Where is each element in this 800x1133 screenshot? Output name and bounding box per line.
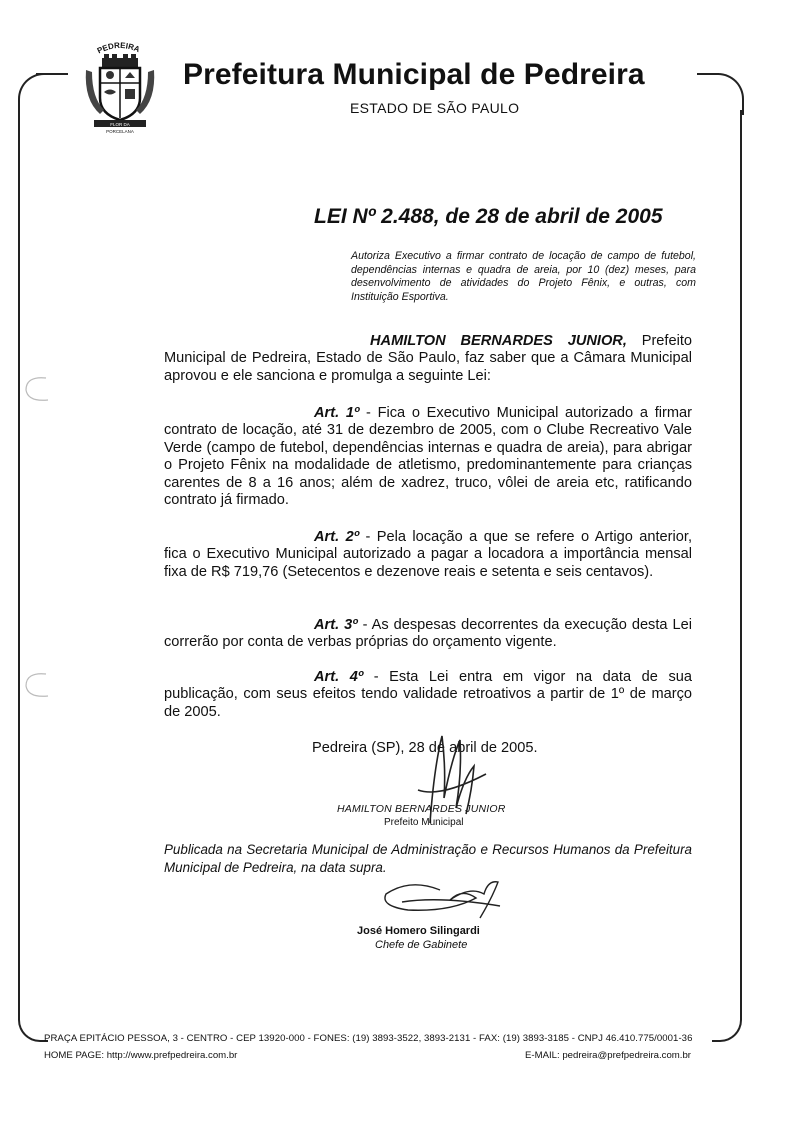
- footer-email: E-MAIL: pedreira@prefpedreira.com.br: [525, 1050, 691, 1061]
- article-4-paragraph: [164, 669, 692, 721]
- svg-text:FLOR DA: FLOR DA: [110, 122, 130, 127]
- publication-note: Publicada na Secretaria Municipal de Administração e Recursos Humanos da Prefeitura Municipal de Pedreira, na data supra.: [164, 842, 692, 875]
- article-2-text: - Pela locação a que se refere o Artigo anterior, fica o Executivo Municipal autorizado a pagar a locadora a importância mensal fixa de R$ 719,76 (Setecentos e dezenove reais e setenta e seis centavos).: [164, 529, 692, 580]
- punch-hole-mark: [20, 372, 54, 406]
- preamble-paragraph: [164, 333, 692, 385]
- mayor-name-inline: HAMILTON BERNARDES JUNIOR,: [370, 333, 627, 349]
- preamble-text: Prefeito Municipal de Pedreira, Estado de São Paulo, faz saber que a Câmara Municipal aprovou e ele sanciona e promulga a seguinte Lei:: [164, 333, 692, 384]
- article-4-text: - Esta Lei entra em vigor na data de sua publicação, com seus efeitos tendo validade retroativos a partir de 1º de março de 2005.: [164, 669, 692, 720]
- coat-of-arms-logo: [80, 40, 160, 135]
- footer-home-page: HOME PAGE: http://www.prefpedreira.com.br: [44, 1050, 238, 1061]
- article-1-text: - Fica o Executivo Municipal autorizado a firmar contrato de locação, até 31 de dezembro de 2005, com o Clube Recreativo Vale Verde (campo de futebol, dependências internas e quadra de areia), para abrigar o Projeto Fênix na modalidade de atletismo, predominantemente para crianças carentes de 8 a 16 anos; além de xadrez, truco, vôlei de areia etc, ratificando contrato já firmado.: [164, 405, 692, 509]
- state-subtitle: ESTADO DE SÃO PAULO: [350, 100, 520, 116]
- article-2-label: Art. 2º: [314, 529, 360, 545]
- article-1-label: Art. 1º: [314, 405, 360, 421]
- frame-left-rule: [18, 110, 20, 1015]
- footer-address: PRAÇA EPITÁCIO PESSOA, 3 - CENTRO - CEP 13920-000 - FONES: (19) 3893-3522, 3893-2131 - FAX: (19) 3893-3185 - CNPJ 46.410.775/0001-36: [44, 1033, 693, 1044]
- date-location-line: Pedreira (SP), 28 de abril de 2005.: [312, 740, 538, 756]
- svg-text:PEDREIRA: PEDREIRA: [95, 40, 142, 56]
- article-3-paragraph: [164, 617, 692, 652]
- article-1-paragraph: [164, 405, 692, 509]
- law-ementa: Autoriza Executivo a firmar contrato de locação de campo de futebol, dependências internas e quadra de areia, por 10 (dez) meses, para desenvolvimento de atividades do Projeto Fênix, e outras, com Instituição Esportiva.: [351, 250, 696, 303]
- chief-signature-name: José Homero Silingardi: [357, 925, 480, 937]
- frame-bottom-right-corner: [712, 1010, 742, 1042]
- article-4-label: Art. 4º: [314, 669, 364, 685]
- punch-hole-mark: [20, 668, 54, 702]
- svg-text:PORCELANA: PORCELANA: [106, 129, 134, 134]
- chief-signature: [380, 868, 510, 923]
- frame-top-right-corner: [712, 73, 744, 115]
- article-2-paragraph: [164, 529, 692, 581]
- frame-right-rule: [740, 110, 742, 1015]
- frame-top-left-corner: [18, 73, 50, 115]
- article-3-label: Art. 3º: [314, 617, 358, 633]
- article-3-text: - As despesas decorrentes da execução desta Lei correrão por conta de verbas próprias do orçamento vigente.: [164, 617, 692, 651]
- mayor-signature-role: Prefeito Municipal: [384, 817, 464, 828]
- mayor-signature-name: HAMILTON BERNARDES JUNIOR: [337, 803, 506, 815]
- law-title: LEI Nº 2.488, de 28 de abril de 2005: [314, 205, 663, 228]
- chief-signature-role: Chefe de Gabinete: [375, 939, 468, 951]
- municipality-title: Prefeitura Municipal de Pedreira: [183, 58, 645, 91]
